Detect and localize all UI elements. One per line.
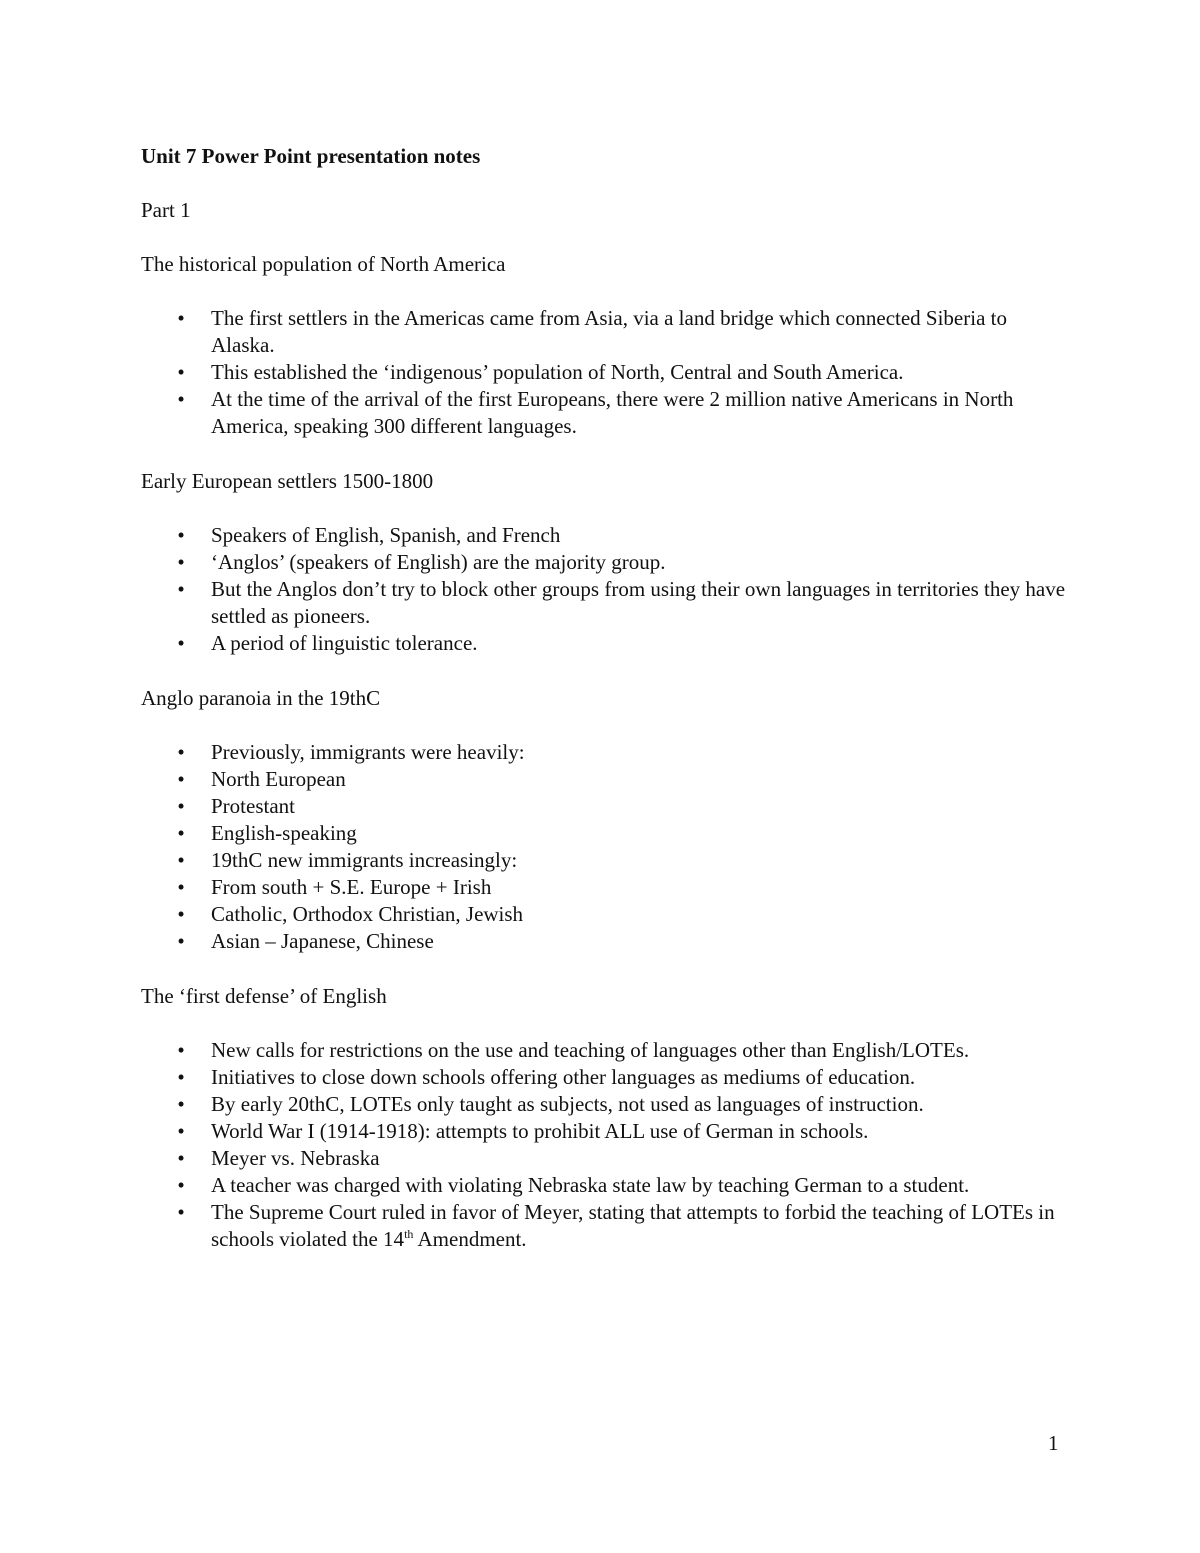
bullet-icon: •	[177, 1173, 185, 1197]
list-item: • Protestant	[141, 793, 1071, 820]
section-heading-historical-population: The historical population of North America	[141, 252, 506, 276]
bullet-list-first-defense	[141, 1037, 1071, 1253]
bullet-icon: •	[177, 1065, 185, 1089]
part-label: Part 1	[141, 198, 191, 222]
bullet-icon: •	[177, 1146, 185, 1170]
bullet-icon: •	[177, 794, 185, 818]
section-heading-first-defense: The ‘first defense’ of English	[141, 984, 387, 1008]
bullet-icon: •	[177, 550, 185, 574]
list-item: • A period of linguistic tolerance.	[141, 630, 1071, 657]
list-item: • Catholic, Orthodox Christian, Jewish	[141, 901, 1071, 928]
list-item: • The Supreme Court ruled in favor of Meyer, stating that attempts to forbid the teaching of LOTEs in schools violated the 14th Amendment.	[141, 1199, 1071, 1253]
list-item: • This established the ‘indigenous’ population of North, Central and South America.	[141, 359, 1071, 386]
bullet-icon: •	[177, 902, 185, 926]
bullet-icon: •	[177, 577, 185, 601]
bullet-icon: •	[177, 1200, 185, 1224]
bullet-icon: •	[177, 360, 185, 384]
list-item: • At the time of the arrival of the first Europeans, there were 2 million native Americans in North America, speaking 300 different languages.	[141, 386, 1071, 440]
list-item: • ‘Anglos’ (speakers of English) are the majority group.	[141, 549, 1071, 576]
list-item: • A teacher was charged with violating Nebraska state law by teaching German to a student.	[141, 1172, 1071, 1199]
document-title: Unit 7 Power Point presentation notes	[141, 144, 481, 168]
superscript-th: th	[404, 1227, 414, 1241]
list-item: • Asian – Japanese, Chinese	[141, 928, 1071, 955]
bullet-icon: •	[177, 848, 185, 872]
bullet-icon: •	[177, 767, 185, 791]
list-item: • World War I (1914-1918): attempts to prohibit ALL use of German in schools.	[141, 1118, 1071, 1145]
bullet-icon: •	[177, 821, 185, 845]
list-item: • The first settlers in the Americas came from Asia, via a land bridge which connected Siberia to Alaska.	[141, 305, 1071, 359]
bullet-icon: •	[177, 875, 185, 899]
list-item: • But the Anglos don’t try to block other groups from using their own languages in territories they have settled as pioneers.	[141, 576, 1071, 630]
bullet-list-historical-population	[141, 305, 1071, 440]
bullet-icon: •	[177, 387, 185, 411]
section-heading-early-european-settlers: Early European settlers 1500-1800	[141, 469, 434, 493]
bullet-icon: •	[177, 1119, 185, 1143]
section-heading-anglo-paranoia: Anglo paranoia in the 19thC	[141, 686, 381, 710]
bullet-list-early-european-settlers	[141, 522, 1071, 657]
list-item: • English-speaking	[141, 820, 1071, 847]
list-item: • Previously, immigrants were heavily:	[141, 739, 1071, 766]
list-item: • From south + S.E. Europe + Irish	[141, 874, 1071, 901]
list-item: • 19thC new immigrants increasingly:	[141, 847, 1071, 874]
list-item: • Speakers of English, Spanish, and French	[141, 522, 1071, 549]
bullet-icon: •	[177, 1092, 185, 1116]
bullet-icon: •	[177, 631, 185, 655]
bullet-icon: •	[177, 740, 185, 764]
list-item: • Initiatives to close down schools offering other languages as mediums of education.	[141, 1064, 1071, 1091]
bullet-icon: •	[177, 1038, 185, 1062]
page-number: 1	[1048, 1431, 1059, 1455]
bullet-list-anglo-paranoia	[141, 739, 1071, 955]
list-item: • North European	[141, 766, 1071, 793]
bullet-icon: •	[177, 306, 185, 330]
bullet-icon: •	[177, 523, 185, 547]
list-item: • New calls for restrictions on the use and teaching of languages other than English/LOTEs.	[141, 1037, 1071, 1064]
bullet-icon: •	[177, 929, 185, 953]
list-item: • Meyer vs. Nebraska	[141, 1145, 1071, 1172]
list-item: • By early 20thC, LOTEs only taught as subjects, not used as languages of instruction.	[141, 1091, 1071, 1118]
